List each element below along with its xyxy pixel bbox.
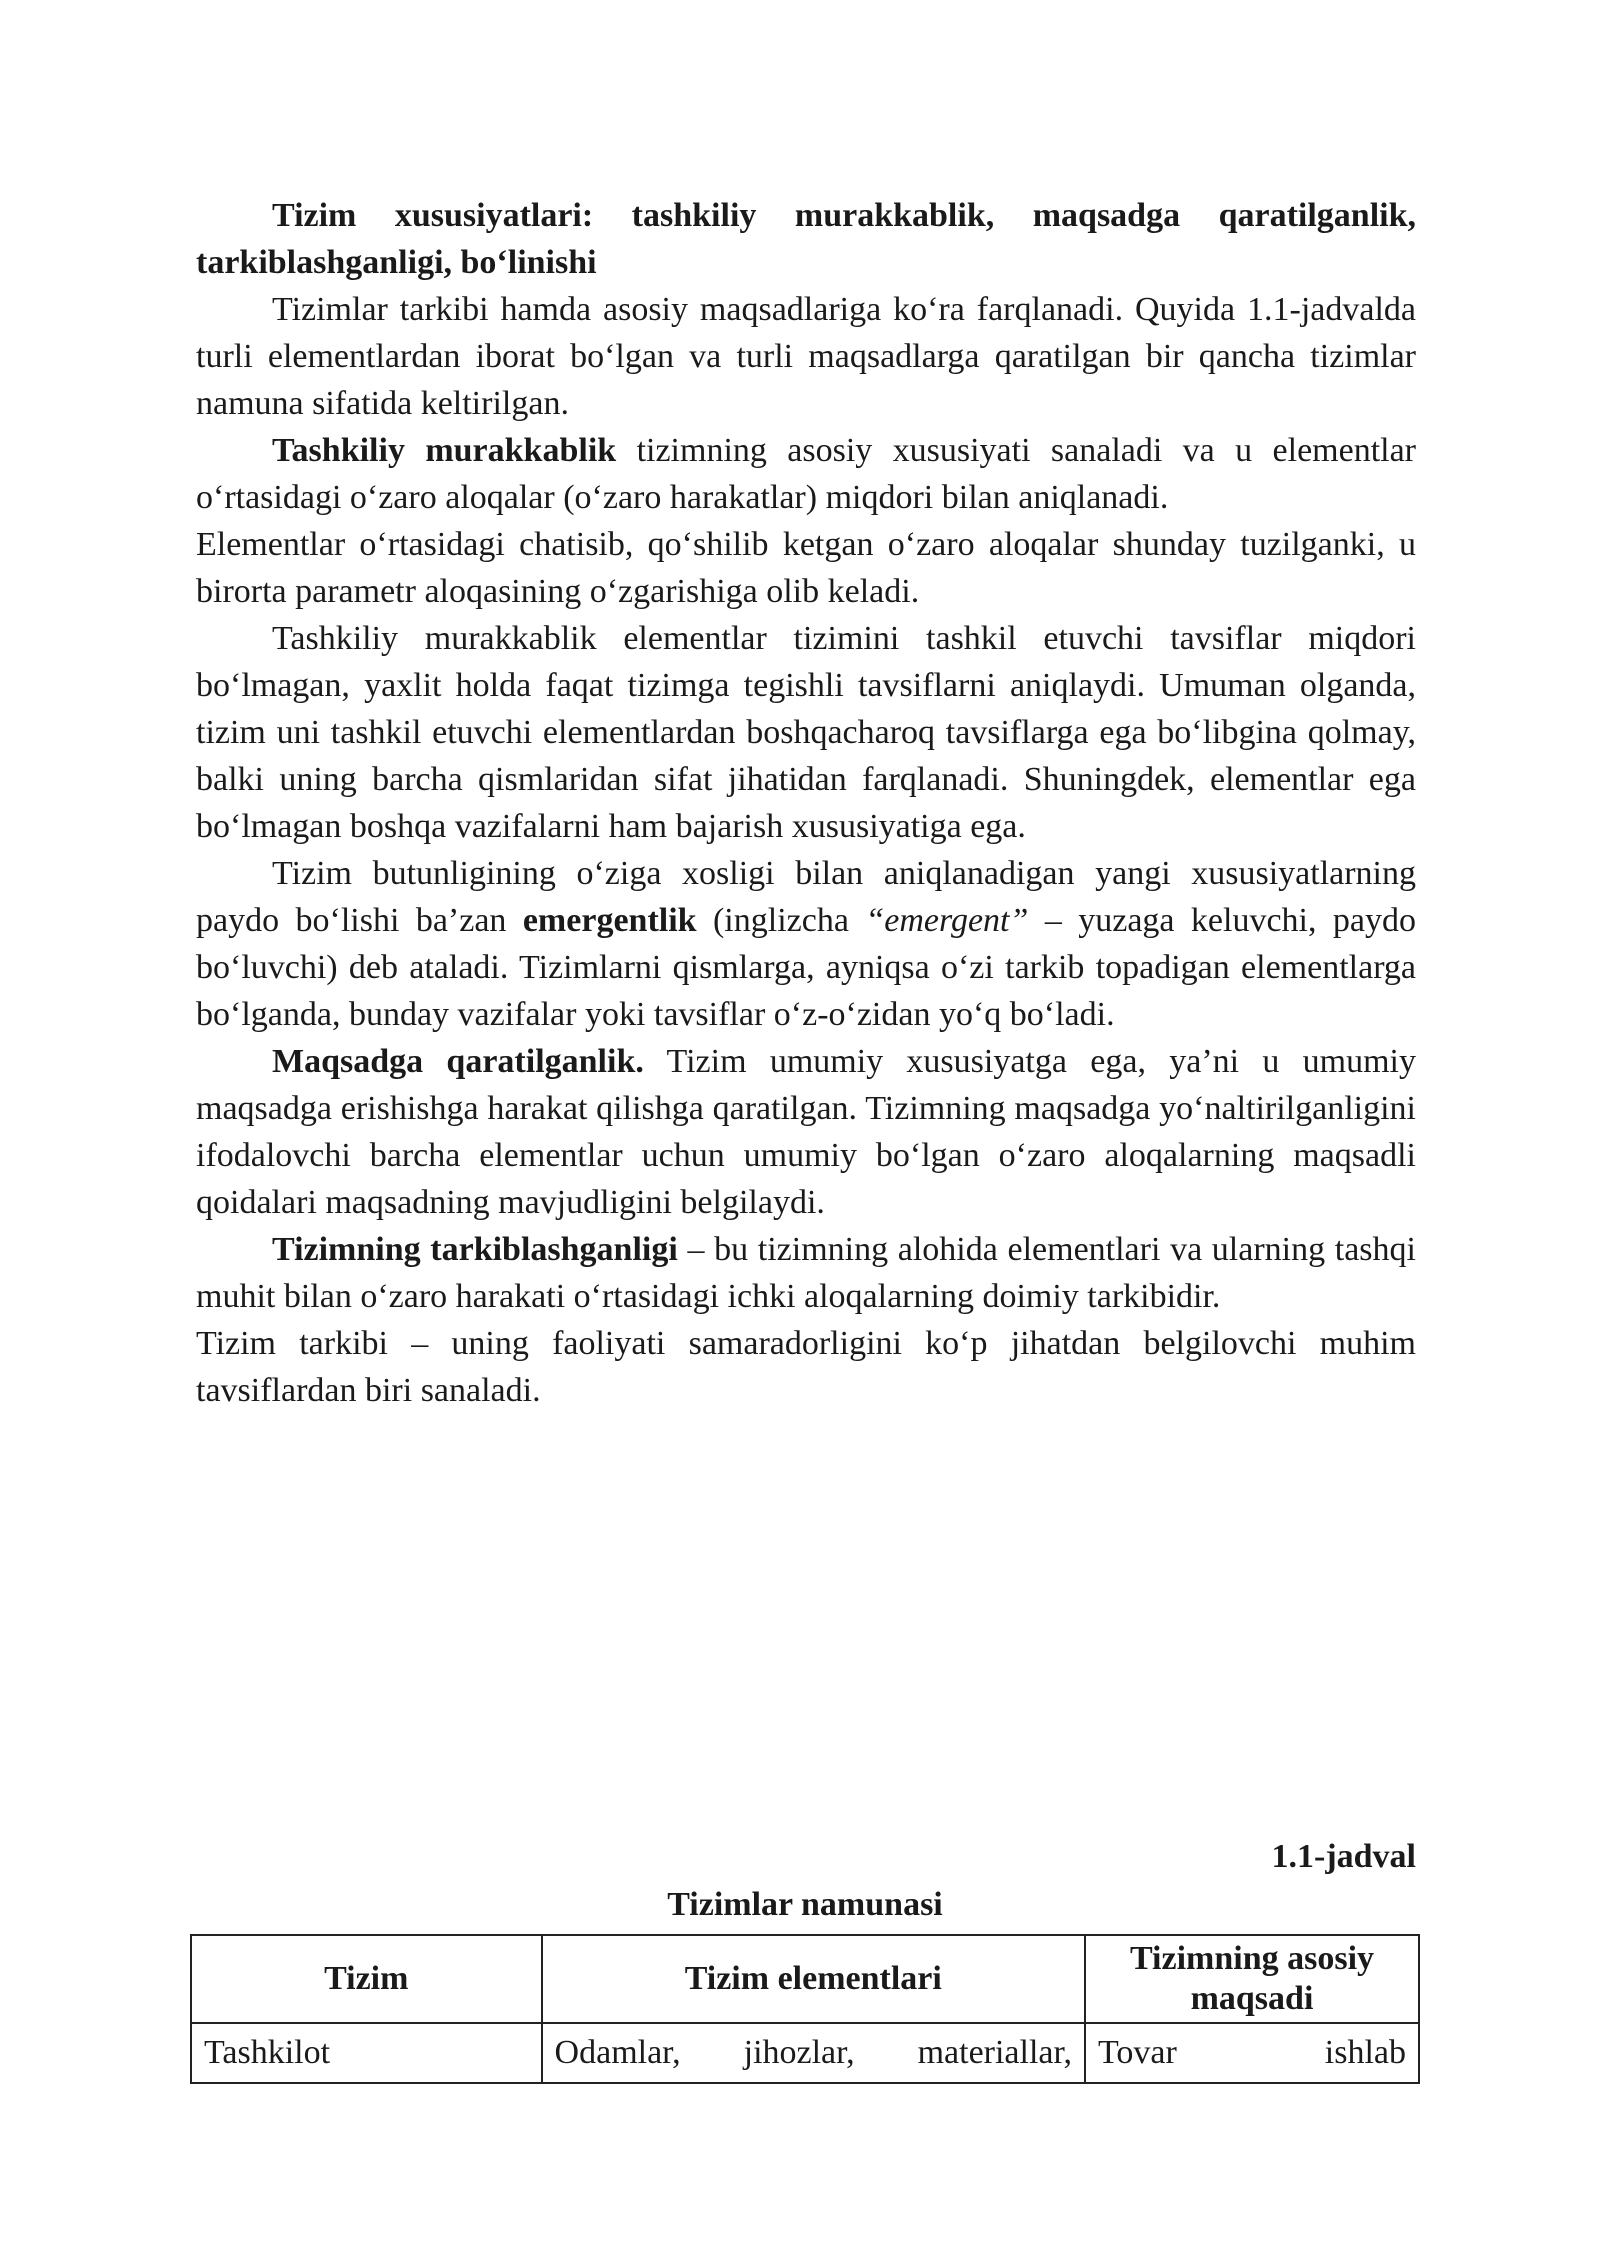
cell-word: ishlab — [1324, 2034, 1406, 2071]
term-emergent-english: “emergent” — [865, 902, 1029, 939]
body-text — [196, 192, 1416, 1414]
table-header-row — [191, 1935, 1419, 2023]
term-emergentlik: emergentlik — [522, 902, 697, 939]
term-tashkiliy-murakkablik: Tashkiliy murakkablik — [272, 432, 617, 469]
section-heading: Tizim xususiyatlari: tashkiliy murakkablik, maqsadga qaratilganlik, tarkiblashganligi, bo‘linishi — [196, 197, 1416, 281]
header-tizim-elementlari: Tizim elementlari — [542, 1935, 1085, 2023]
cell-word: materiallar, — [917, 2034, 1072, 2071]
header-asosiy-maqsadi: Tizimning asosiy maqsadi — [1085, 1935, 1419, 2023]
table-number: 1.1-jadval — [1271, 1838, 1416, 1875]
cell-goal — [1085, 2023, 1419, 2083]
cell-goal-text — [1098, 2034, 1406, 2072]
table-row — [191, 2023, 1419, 2083]
cell-elements-text — [555, 2034, 1072, 2072]
term-maqsadga-qaratilganlik: Maqsadga qaratilganlik. — [272, 1043, 644, 1080]
header-tizim: Tizim — [191, 1935, 542, 2023]
cell-word: Tovar — [1098, 2034, 1177, 2071]
paragraph-2-text: tizimning asosiy xususiyati sanaladi va u elementlar o‘rtasidagi o‘zaro aloqalar (o‘zaro harakatlar) miqdori bilan aniqlanadi. — [196, 432, 1416, 516]
paragraph-5-text-c: – yuzaga keluvchi, paydo bo‘luvchi) deb ataladi. Tizimlarni qismlarga, ayniqsa o‘zi tarkib topadigan elementlarga bo‘lganda, bunday vazifalar yoki tavsiflar o‘z-o‘zidan yo‘q bo‘ladi. — [196, 902, 1417, 1033]
paragraph-1: Tizimlar tarkibi hamda asosiy maqsadlariga ko‘ra farqlanadi. Quyida 1.1-jadvalda turli elementlardan iborat bo‘lgan va turli maqsadlarga qaratilgan bir qancha tizimlar namuna sifatida keltirilgan. — [196, 291, 1416, 422]
paragraph-7 — [196, 1226, 1416, 1320]
paragraph-8: Tizim tarkibi – uning faoliyati samaradorligini ko‘p jihatdan belgilovchi muhim tavsiflardan biri sanaladi. — [196, 1325, 1416, 1409]
cell-word: Odamlar, — [554, 2034, 681, 2071]
term-tizimning-tarkiblashganligi: Tizimning tarkiblashganligi — [272, 1231, 678, 1268]
table-title: Tizimlar namunasi — [667, 1886, 943, 1923]
paragraph-2 — [196, 427, 1416, 521]
cell-elements — [542, 2023, 1085, 2083]
paragraph-6 — [196, 1038, 1416, 1226]
paragraph-5-text-a: Tizim butunligining o‘ziga xosligi bilan aniqlanadigan yangi xususiyatlarning paydo bo‘lishi ba’zan — [196, 855, 1416, 939]
paragraph-5 — [196, 850, 1416, 1038]
cell-system: Tashkilot — [191, 2023, 542, 2083]
paragraph-7-text: – bu tizimning alohida elementlari va ularning tashqi muhit bilan o‘zaro harakati o‘rtasidagi ichki aloqalarning doimiy tarkibidir. — [196, 1231, 1416, 1315]
paragraph-4: Tashkiliy murakkablik elementlar tizimini tashkil etuvchi tavsiflar miqdori bo‘lmagan, yaxlit holda faqat tizimga tegishli tavsiflarni aniqlaydi. Umuman olganda, tizim uni tashkil etuvchi elementlardan boshqacharoq tavsiflarga ega bo‘libgina qolmay, balki uning barcha qismlaridan sifat jihatidan farqlanadi. Shuningdek, elementlar ega bo‘lmagan boshqa vazifalarni ham bajarish xususiyatiga ega. — [196, 620, 1416, 845]
paragraph-3: Elementlar o‘rtasidagi chatisib, qo‘shilib ketgan o‘zaro aloqalar shunday tuzilganki, u birorta parametr aloqasining o‘zgarishiga olib keladi. — [196, 526, 1416, 610]
paragraph-5-text-b: (inglizcha — [696, 902, 866, 939]
paragraph-6-text: Tizim umumiy xususiyatga ega, ya’ni u umumiy maqsadga erishishga harakat qilishga qaratilgan. Tizimning maqsadga yo‘naltirilganligini ifodalovchi barcha elementlar uchun umumiy bo‘lgan o‘zaro aloqalarning maqsadli qoidalari maqsadning mavjudligini belgilaydi. — [196, 1043, 1416, 1221]
systems-table — [190, 1934, 1420, 2084]
cell-word: jihozlar, — [743, 2034, 855, 2071]
